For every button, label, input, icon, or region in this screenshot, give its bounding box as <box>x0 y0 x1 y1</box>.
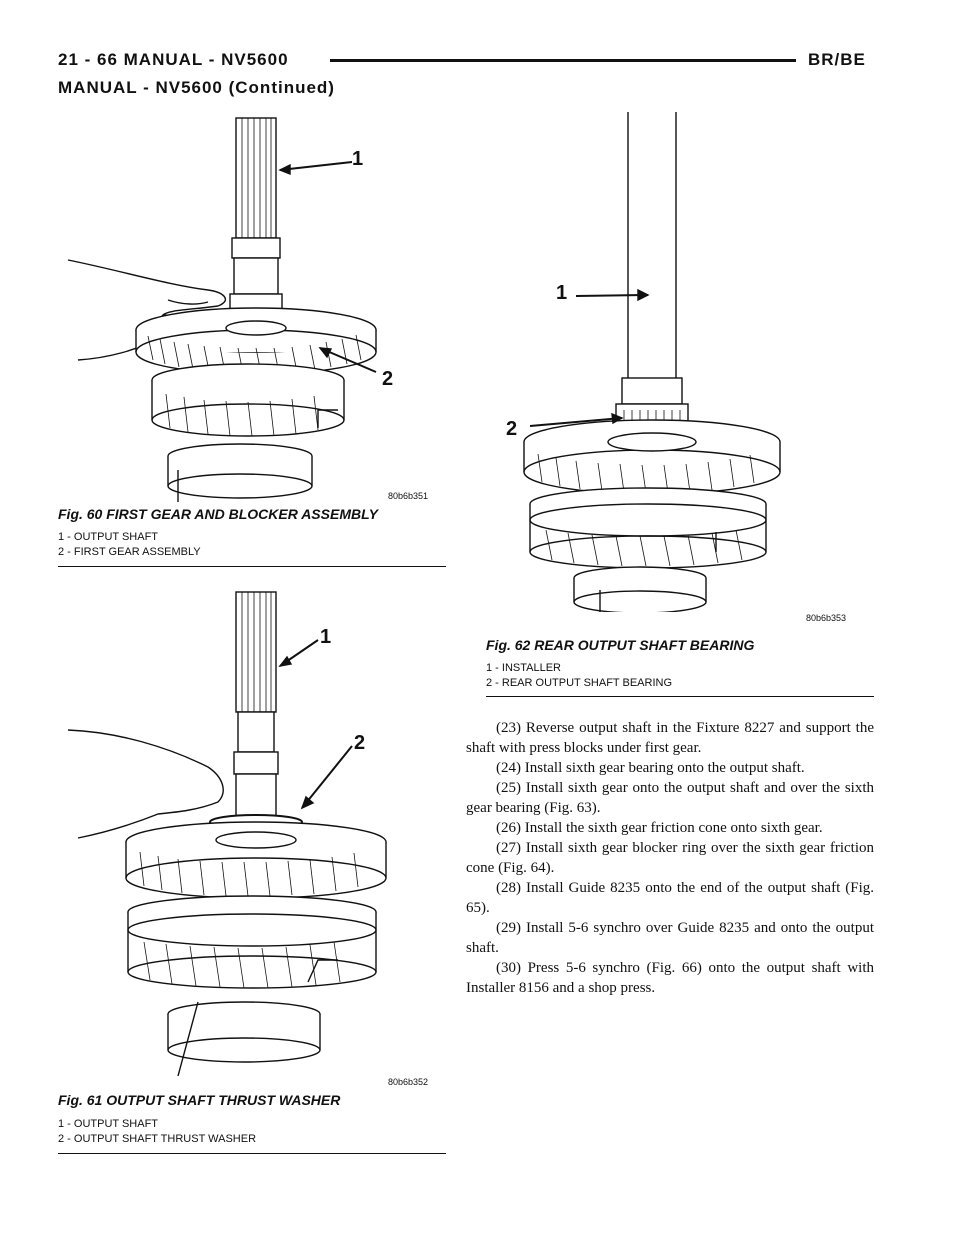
figure-60-code: 80b6b351 <box>388 491 429 501</box>
figure-62-caption: Fig. 62 REAR OUTPUT SHAFT BEARING <box>486 637 755 653</box>
figure-62-callout-2: 2 <box>506 418 518 440</box>
figure-61-caption: Fig. 61 OUTPUT SHAFT THRUST WASHER <box>58 1092 341 1108</box>
figure-61-rule <box>58 1153 446 1154</box>
step-27: (27) Install sixth gear blocker ring over the sixth gear friction cone (Fig. 64). <box>466 840 874 876</box>
step-30: (30) Press 5-6 synchro (Fig. 66) onto the output shaft with Installer 8156 and a shop press. <box>466 960 874 996</box>
figure-62-illustration <box>480 112 870 612</box>
figure-60-illustration <box>58 110 458 502</box>
step-26: (26) Install the sixth gear friction cone onto sixth gear. <box>496 820 823 836</box>
figure-60-rule <box>58 566 446 567</box>
figure-62-rule <box>486 696 874 697</box>
step-25: (25) Install sixth gear onto the output shaft and over the sixth gear bearing (Fig. 63). <box>466 780 874 816</box>
step-28: (28) Install Guide 8235 onto the end of the output shaft (Fig. 65). <box>466 880 874 916</box>
figure-61-callout-2: 2 <box>354 732 366 754</box>
figure-60-caption: Fig. 60 FIRST GEAR AND BLOCKER ASSEMBLY <box>58 506 378 522</box>
figure-62-legend-2: 2 - REAR OUTPUT SHAFT BEARING <box>486 677 673 689</box>
figure-62-legend-1: 1 - INSTALLER <box>486 662 561 674</box>
figure-60-legend-2: 2 - FIRST GEAR ASSEMBLY <box>58 546 201 558</box>
figure-61-callout-1: 1 <box>320 626 332 648</box>
step-24: (24) Install sixth gear bearing onto the output shaft. <box>496 760 805 776</box>
figure-61-illustration <box>58 582 458 1076</box>
figure-61-legend-2: 2 - OUTPUT SHAFT THRUST WASHER <box>58 1133 257 1145</box>
figure-61-legend-1: 1 - OUTPUT SHAFT <box>58 1118 159 1130</box>
figure-60-legend-1: 1 - OUTPUT SHAFT <box>58 531 159 543</box>
step-29: (29) Install 5-6 synchro over Guide 8235 and onto the output shaft. <box>466 920 874 956</box>
model-code: BR/BE <box>808 50 866 69</box>
step-23: (23) Reverse output shaft in the Fixture 8227 and support the shaft with press blocks under first gear. <box>466 720 874 756</box>
procedure-steps <box>466 718 874 998</box>
header-rule <box>330 59 796 62</box>
figure-61-code: 80b6b352 <box>388 1077 429 1087</box>
figure-62-callout-1: 1 <box>556 282 568 304</box>
section-title: MANUAL - NV5600 (Continued) <box>58 78 335 97</box>
figure-60-callout-2: 2 <box>382 368 394 390</box>
figure-60-callout-1: 1 <box>352 148 364 170</box>
page-reference: 21 - 66 MANUAL - NV5600 <box>58 50 289 69</box>
figure-62-code: 80b6b353 <box>806 613 847 623</box>
